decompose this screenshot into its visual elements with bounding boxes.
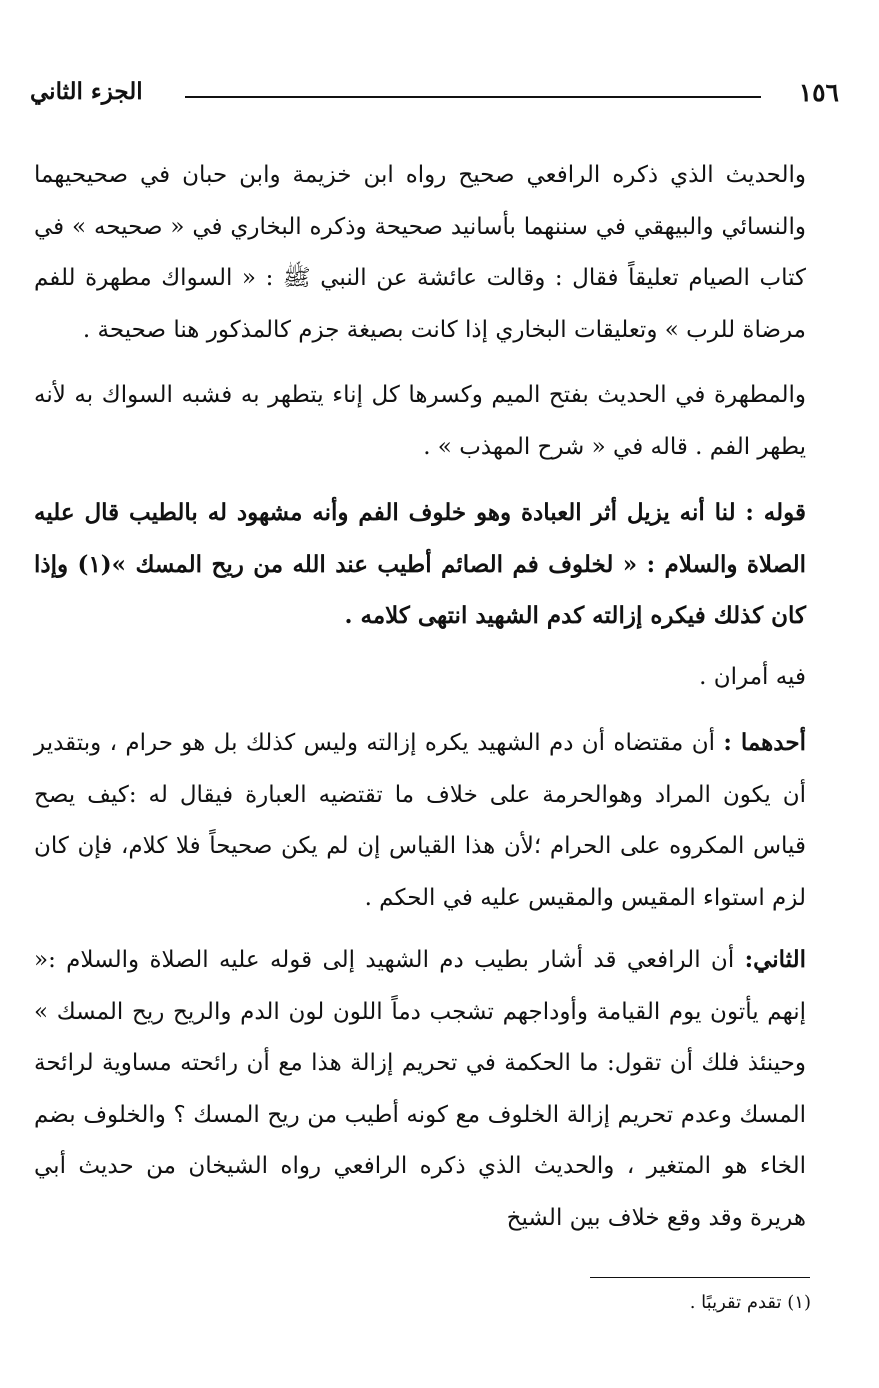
- running-title: الجزء الثاني: [30, 78, 143, 105]
- paragraph-first-matter: [34, 717, 806, 924]
- second-matter-lead: الثاني:: [744, 946, 806, 973]
- paragraph-second-matter: [34, 934, 806, 1244]
- first-matter-text: أن مقتضاه أن دم الشهيد يكره إزالته وليس كذلك بل هو حرام ، وبتقدير أن يكون المراد وهوالحرمة على خلاف ما تقتضيه العبارة فيقال له :كيف يصح قياس المكروه على الحرام ؛لأن هذا القياس إن لم يكن صحيحاً فلا كلام، فإن كان لزم استواء المقيس والمقيس عليه في الحكم .: [34, 730, 806, 911]
- footnote-rule: [590, 1277, 810, 1278]
- header-rule: [185, 96, 761, 98]
- page-body: [34, 150, 806, 1244]
- page-number: ١٥٦: [798, 78, 839, 107]
- paragraph-two-matters: فيه أمران .: [699, 663, 806, 690]
- second-matter-text: أن الرافعي قد أشار بطيب دم الشهيد إلى قوله عليه الصلاة والسلام :« إنهم يأتون يوم القيامة وأوداجهم تشجب دماً اللون لون الدم والريح ريح المسك » وحينئذ فلك أن تقول: ما الحكمة في تحريم إزالة هذا مع أن رائحته مساوية لرائحة المسك وعدم تحريم إزالة الخلوف مع كونه أطيب من ريح المسك ؟ والخلوف بضم الخاء هو المتغير ، والحديث الذي ذكره الرافعي رواه الشيخان من حديث أبي هريرة وقد وقع خلاف بين الشيخ: [34, 947, 806, 1231]
- first-matter-lead: أحدهما :: [723, 729, 806, 756]
- page-header: [30, 78, 839, 118]
- paragraph-hadith-siwak: والحديث الذي ذكره الرافعي صحيح رواه ابن خزيمة وابن حبان في صحيحيهما والنسائي والبيهقي في سننهما بأسانيد صحيحة وذكره البخاري في « صحيحه » في كتاب الصيام تعليقاً فقال : وقالت عائشة عن النبي ﷺ : « السواك مطهرة للفم مرضاة للرب » وتعليقات البخاري إذا كانت بصيغة جزم كالمذكور هنا صحيحة .: [34, 162, 806, 343]
- footnote: (١) تقدم تقريبًا .: [689, 1292, 811, 1313]
- paragraph-mathara: والمطهرة في الحديث بفتح الميم وكسرها كل إناء يتطهر به فشبه السواك به لأنه يطهر الفم . قاله في « شرح المهذب » .: [34, 382, 806, 460]
- paragraph-qawluhu: قوله : لنا أنه يزيل أثر العبادة وهو خلوف الفم وأنه مشهود له بالطيب قال عليه الصلاة والسلام : « لخلوف فم الصائم أطيب عند الله من ريح المسك »(١) وإذا كان كذلك فيكره إزالته كدم الشهيد انتهى كلامه .: [34, 499, 806, 629]
